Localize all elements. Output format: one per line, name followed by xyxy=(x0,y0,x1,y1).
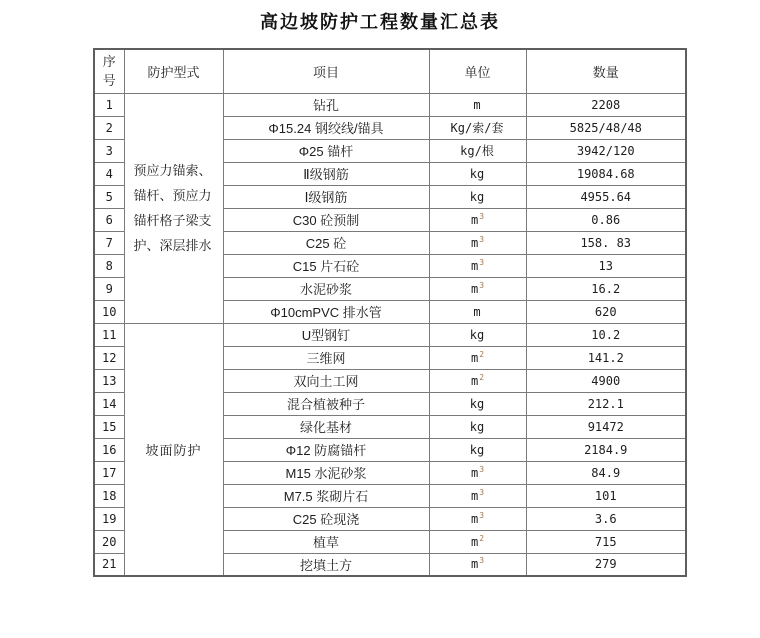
cell-unit: $m^3$ xyxy=(429,254,526,277)
cell-unit: Kg/索/套 xyxy=(429,116,526,139)
cell-item: C25 砼现浇 xyxy=(223,507,429,530)
unit-superscript: 3 xyxy=(479,510,485,520)
cell-quantity: 10.2 xyxy=(526,323,686,346)
cell-serial: 11 xyxy=(94,323,124,346)
cell-serial: 4 xyxy=(94,162,124,185)
unit-superscript: 3 xyxy=(479,487,485,497)
cell-unit: $m^3$ xyxy=(429,208,526,231)
cell-serial: 20 xyxy=(94,530,124,553)
cell-quantity: 91472 xyxy=(526,415,686,438)
cell-unit: $m^2$ xyxy=(429,346,526,369)
cell-serial: 19 xyxy=(94,507,124,530)
cell-unit: kg/根 xyxy=(429,139,526,162)
unit-superscript: 2 xyxy=(479,349,485,359)
cell-quantity: 13 xyxy=(526,254,686,277)
cell-item: 植草 xyxy=(223,530,429,553)
cell-serial: 13 xyxy=(94,369,124,392)
cell-serial: 16 xyxy=(94,438,124,461)
cell-serial: 17 xyxy=(94,461,124,484)
cell-protection-type-group1 xyxy=(124,93,223,323)
cell-item: C25 砼 xyxy=(223,231,429,254)
unit-superscript: 3 xyxy=(479,211,485,221)
cell-serial: 1 xyxy=(94,93,124,116)
cell-serial: 8 xyxy=(94,254,124,277)
cell-unit: $m^3$ xyxy=(429,484,526,507)
unit-superscript: 3 xyxy=(479,280,485,290)
cell-serial: 5 xyxy=(94,185,124,208)
cell-serial: 15 xyxy=(94,415,124,438)
cell-item: Φ12 防腐锚杆 xyxy=(223,438,429,461)
header-serial xyxy=(94,49,124,93)
cell-serial: 2 xyxy=(94,116,124,139)
cell-unit: kg xyxy=(429,415,526,438)
cell-quantity: 3942/120 xyxy=(526,139,686,162)
cell-unit: kg xyxy=(429,438,526,461)
cell-unit: kg xyxy=(429,185,526,208)
cell-item: Φ25 锚杆 xyxy=(223,139,429,162)
cell-unit: kg xyxy=(429,392,526,415)
header-row xyxy=(94,49,686,93)
cell-item: C30 砼预制 xyxy=(223,208,429,231)
cell-unit: $m^3$ xyxy=(429,231,526,254)
cell-item: 三维网 xyxy=(223,346,429,369)
cell-unit: m xyxy=(429,93,526,116)
cell-quantity: 2184.9 xyxy=(526,438,686,461)
cell-item: 双向土工网 xyxy=(223,369,429,392)
table-row xyxy=(94,323,686,346)
unit-superscript: 2 xyxy=(479,533,485,543)
cell-unit: kg xyxy=(429,323,526,346)
protection-type-text: 预应力锚索、锚杆、预应力锚杆格子梁支护、深层排水 xyxy=(133,163,212,253)
unit-superscript: 2 xyxy=(479,372,485,382)
unit-superscript: 3 xyxy=(479,556,485,566)
cell-serial: 21 xyxy=(94,553,124,576)
header-serial-label: 序号 xyxy=(102,54,116,89)
cell-item: 钻孔 xyxy=(223,93,429,116)
header-quantity: 数量 xyxy=(526,49,686,93)
cell-quantity: 101 xyxy=(526,484,686,507)
cell-quantity: 2208 xyxy=(526,93,686,116)
cell-unit: $m^3$ xyxy=(429,461,526,484)
cell-item: Φ10cmPVC 排水管 xyxy=(223,300,429,323)
header-item: 项目 xyxy=(223,49,429,93)
cell-unit: $m^2$ xyxy=(429,530,526,553)
cell-quantity: 3.6 xyxy=(526,507,686,530)
cell-unit: kg xyxy=(429,162,526,185)
cell-item: 绿化基材 xyxy=(223,415,429,438)
cell-serial: 12 xyxy=(94,346,124,369)
cell-serial: 10 xyxy=(94,300,124,323)
cell-item: Ⅰ级钢筋 xyxy=(223,185,429,208)
cell-item: M7.5 浆砌片石 xyxy=(223,484,429,507)
cell-quantity: 620 xyxy=(526,300,686,323)
cell-item: C15 片石砼 xyxy=(223,254,429,277)
protection-type-text: 坡面防护 xyxy=(145,442,202,458)
cell-quantity: 212.1 xyxy=(526,392,686,415)
cell-item: Ⅱ级钢筋 xyxy=(223,162,429,185)
cell-protection-type-group2 xyxy=(124,323,223,576)
table-row xyxy=(94,93,686,116)
cell-unit: $m^2$ xyxy=(429,369,526,392)
cell-unit: m xyxy=(429,300,526,323)
cell-serial: 9 xyxy=(94,277,124,300)
cell-quantity: 715 xyxy=(526,530,686,553)
cell-serial: 6 xyxy=(94,208,124,231)
cell-serial: 14 xyxy=(94,392,124,415)
cell-item: 混合植被种子 xyxy=(223,392,429,415)
cell-serial: 7 xyxy=(94,231,124,254)
cell-item: 挖填土方 xyxy=(223,553,429,576)
unit-superscript: 3 xyxy=(479,234,485,244)
unit-superscript: 3 xyxy=(479,464,485,474)
unit-superscript: 3 xyxy=(479,257,485,267)
page-title: 高边坡防护工程数量汇总表 xyxy=(260,12,500,32)
cell-unit: $m^3$ xyxy=(429,553,526,576)
cell-quantity: 279 xyxy=(526,553,686,576)
cell-unit: $m^3$ xyxy=(429,507,526,530)
cell-quantity: 84.9 xyxy=(526,461,686,484)
cell-serial: 18 xyxy=(94,484,124,507)
cell-serial: 3 xyxy=(94,139,124,162)
cell-quantity: 5825/48/48 xyxy=(526,116,686,139)
cell-quantity: 19084.68 xyxy=(526,162,686,185)
cell-quantity: 4900 xyxy=(526,369,686,392)
cell-quantity: 0.86 xyxy=(526,208,686,231)
header-protection-type: 防护型式 xyxy=(124,49,223,93)
quantity-summary-table xyxy=(93,48,687,577)
header-unit: 单位 xyxy=(429,49,526,93)
cell-item: M15 水泥砂浆 xyxy=(223,461,429,484)
cell-quantity: 16.2 xyxy=(526,277,686,300)
cell-unit: $m^3$ xyxy=(429,277,526,300)
cell-item: Φ15.24 钢绞线/锚具 xyxy=(223,116,429,139)
cell-item: 水泥砂浆 xyxy=(223,277,429,300)
cell-quantity: 141.2 xyxy=(526,346,686,369)
cell-quantity: 158. 83 xyxy=(526,231,686,254)
cell-quantity: 4955.64 xyxy=(526,185,686,208)
cell-item: U型钢钉 xyxy=(223,323,429,346)
